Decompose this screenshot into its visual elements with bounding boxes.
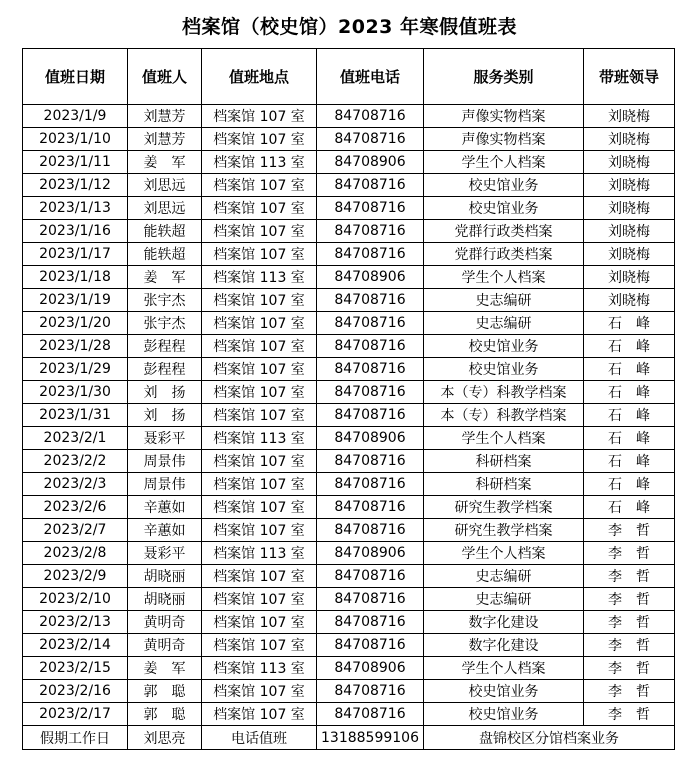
cell-leader: 石 峰 — [584, 404, 675, 427]
table-row — [23, 588, 675, 611]
cell-phone: 84708716 — [317, 105, 424, 128]
table-row — [23, 427, 675, 450]
cell-location: 档案馆 107 室 — [202, 128, 317, 151]
table-row — [23, 220, 675, 243]
cell-location: 档案馆 107 室 — [202, 335, 317, 358]
cell-phone: 84708716 — [317, 381, 424, 404]
cell-phone: 84708716 — [317, 703, 424, 726]
cell-person: 姜 军 — [128, 266, 202, 289]
cell-leader: 石 峰 — [584, 450, 675, 473]
cell-phone: 84708716 — [317, 243, 424, 266]
cell-leader: 刘晓梅 — [584, 151, 675, 174]
table-row — [23, 128, 675, 151]
cell-leader: 刘晓梅 — [584, 174, 675, 197]
cell-leader: 石 峰 — [584, 335, 675, 358]
cell-date: 2023/2/6 — [23, 496, 128, 519]
cell-leader: 李 哲 — [584, 565, 675, 588]
cell-date: 2023/2/7 — [23, 519, 128, 542]
cell-date: 2023/1/28 — [23, 335, 128, 358]
cell-leader: 刘晓梅 — [584, 266, 675, 289]
table-row — [23, 358, 675, 381]
table-row — [23, 542, 675, 565]
cell-date: 2023/1/29 — [23, 358, 128, 381]
cell-phone: 84708716 — [317, 611, 424, 634]
cell-phone: 84708716 — [317, 174, 424, 197]
cell-service: 校史馆业务 — [424, 680, 584, 703]
cell-service: 史志编研 — [424, 588, 584, 611]
cell-service: 校史馆业务 — [424, 358, 584, 381]
table-row — [23, 611, 675, 634]
cell-phone: 84708716 — [317, 680, 424, 703]
cell-service: 校史馆业务 — [424, 197, 584, 220]
cell-phone: 84708906 — [317, 266, 424, 289]
footer-row — [23, 726, 675, 750]
duty-table — [22, 48, 675, 750]
cell-service: 本（专）科教学档案 — [424, 381, 584, 404]
cell-leader: 石 峰 — [584, 312, 675, 335]
cell-phone: 84708906 — [317, 151, 424, 174]
table-row — [23, 243, 675, 266]
table-row — [23, 657, 675, 680]
cell-phone: 84708716 — [317, 289, 424, 312]
cell-leader: 石 峰 — [584, 358, 675, 381]
table-row — [23, 266, 675, 289]
cell-date: 2023/1/17 — [23, 243, 128, 266]
table-row — [23, 312, 675, 335]
table-row — [23, 335, 675, 358]
header-leader: 带班领导 — [584, 49, 675, 105]
cell-location: 档案馆 113 室 — [202, 657, 317, 680]
table-row — [23, 703, 675, 726]
cell-leader: 李 哲 — [584, 519, 675, 542]
cell-service: 史志编研 — [424, 565, 584, 588]
cell-location: 档案馆 107 室 — [202, 312, 317, 335]
cell-leader: 刘晓梅 — [584, 243, 675, 266]
cell-date: 2023/2/10 — [23, 588, 128, 611]
cell-service: 学生个人档案 — [424, 427, 584, 450]
cell-person: 刘思远 — [128, 174, 202, 197]
cell-leader: 李 哲 — [584, 542, 675, 565]
cell-date: 2023/2/14 — [23, 634, 128, 657]
cell-person: 聂彩平 — [128, 427, 202, 450]
cell-person: 黄明奇 — [128, 611, 202, 634]
table-row — [23, 473, 675, 496]
cell-phone: 84708716 — [317, 496, 424, 519]
cell-phone: 84708906 — [317, 427, 424, 450]
cell-leader: 刘晓梅 — [584, 197, 675, 220]
cell-person: 胡晓丽 — [128, 588, 202, 611]
cell-date: 2023/1/11 — [23, 151, 128, 174]
cell-date: 2023/2/1 — [23, 427, 128, 450]
cell-phone: 84708716 — [317, 588, 424, 611]
cell-leader: 刘晓梅 — [584, 289, 675, 312]
cell-person: 张宇杰 — [128, 289, 202, 312]
cell-leader: 石 峰 — [584, 496, 675, 519]
cell-phone: 84708716 — [317, 404, 424, 427]
cell-location: 档案馆 107 室 — [202, 220, 317, 243]
cell-person: 能轶超 — [128, 243, 202, 266]
cell-person: 彭程程 — [128, 335, 202, 358]
cell-service: 研究生教学档案 — [424, 496, 584, 519]
header-date: 值班日期 — [23, 49, 128, 105]
cell-location: 档案馆 107 室 — [202, 197, 317, 220]
cell-location: 档案馆 107 室 — [202, 105, 317, 128]
cell-date: 2023/2/15 — [23, 657, 128, 680]
cell-location: 档案馆 107 室 — [202, 381, 317, 404]
cell-date: 2023/1/13 — [23, 197, 128, 220]
table-row — [23, 496, 675, 519]
cell-service: 数字化建设 — [424, 634, 584, 657]
table-row — [23, 404, 675, 427]
footer-service: 盘锦校区分馆档案业务 — [424, 726, 675, 750]
cell-location: 档案馆 113 室 — [202, 151, 317, 174]
cell-location: 档案馆 107 室 — [202, 289, 317, 312]
cell-date: 2023/1/10 — [23, 128, 128, 151]
cell-leader: 李 哲 — [584, 680, 675, 703]
cell-location: 档案馆 107 室 — [202, 473, 317, 496]
table-row — [23, 289, 675, 312]
cell-person: 刘思远 — [128, 197, 202, 220]
cell-service: 学生个人档案 — [424, 266, 584, 289]
cell-person: 刘 扬 — [128, 404, 202, 427]
cell-date: 2023/1/20 — [23, 312, 128, 335]
cell-location: 档案馆 107 室 — [202, 565, 317, 588]
cell-location: 档案馆 107 室 — [202, 588, 317, 611]
cell-service: 科研档案 — [424, 473, 584, 496]
table-row — [23, 680, 675, 703]
cell-service: 本（专）科教学档案 — [424, 404, 584, 427]
cell-date: 2023/2/8 — [23, 542, 128, 565]
cell-date: 2023/1/9 — [23, 105, 128, 128]
cell-service: 史志编研 — [424, 289, 584, 312]
header-phone: 值班电话 — [317, 49, 424, 105]
cell-phone: 84708716 — [317, 565, 424, 588]
cell-location: 档案馆 107 室 — [202, 634, 317, 657]
cell-leader: 石 峰 — [584, 473, 675, 496]
cell-phone: 84708716 — [317, 473, 424, 496]
cell-leader: 李 哲 — [584, 588, 675, 611]
cell-date: 2023/1/16 — [23, 220, 128, 243]
cell-leader: 李 哲 — [584, 657, 675, 680]
header-person: 值班人 — [128, 49, 202, 105]
cell-phone: 84708716 — [317, 358, 424, 381]
cell-leader: 李 哲 — [584, 611, 675, 634]
footer-location: 电话值班 — [202, 726, 317, 750]
header-location: 值班地点 — [202, 49, 317, 105]
table-row — [23, 151, 675, 174]
cell-date: 2023/1/30 — [23, 381, 128, 404]
cell-person: 刘 扬 — [128, 381, 202, 404]
cell-date: 2023/1/18 — [23, 266, 128, 289]
page-title: 档案馆（校史馆）2023 年寒假值班表 — [182, 16, 517, 38]
cell-date: 2023/1/31 — [23, 404, 128, 427]
cell-location: 档案馆 107 室 — [202, 611, 317, 634]
cell-service: 史志编研 — [424, 312, 584, 335]
cell-leader: 石 峰 — [584, 427, 675, 450]
cell-location: 档案馆 107 室 — [202, 404, 317, 427]
cell-location: 档案馆 113 室 — [202, 542, 317, 565]
cell-location: 档案馆 107 室 — [202, 519, 317, 542]
cell-person: 聂彩平 — [128, 542, 202, 565]
cell-phone: 84708716 — [317, 519, 424, 542]
cell-phone: 84708716 — [317, 197, 424, 220]
cell-person: 能轶超 — [128, 220, 202, 243]
table-row — [23, 634, 675, 657]
cell-person: 姜 军 — [128, 657, 202, 680]
cell-person: 彭程程 — [128, 358, 202, 381]
cell-person: 郭 聪 — [128, 703, 202, 726]
cell-date: 2023/1/19 — [23, 289, 128, 312]
cell-person: 张宇杰 — [128, 312, 202, 335]
cell-phone: 84708716 — [317, 312, 424, 335]
cell-service: 声像实物档案 — [424, 128, 584, 151]
cell-location: 档案馆 107 室 — [202, 496, 317, 519]
cell-person: 刘慧芳 — [128, 105, 202, 128]
header-service: 服务类别 — [424, 49, 584, 105]
cell-leader: 刘晓梅 — [584, 105, 675, 128]
cell-phone: 84708906 — [317, 657, 424, 680]
cell-location: 档案馆 113 室 — [202, 266, 317, 289]
cell-phone: 84708716 — [317, 450, 424, 473]
cell-phone: 84708716 — [317, 220, 424, 243]
table-row — [23, 197, 675, 220]
cell-phone: 84708906 — [317, 542, 424, 565]
cell-service: 研究生教学档案 — [424, 519, 584, 542]
table-row — [23, 381, 675, 404]
cell-leader: 石 峰 — [584, 381, 675, 404]
cell-service: 学生个人档案 — [424, 657, 584, 680]
cell-person: 周景伟 — [128, 473, 202, 496]
cell-service: 校史馆业务 — [424, 335, 584, 358]
cell-date: 2023/1/12 — [23, 174, 128, 197]
cell-date: 2023/2/13 — [23, 611, 128, 634]
cell-leader: 李 哲 — [584, 703, 675, 726]
table-row — [23, 450, 675, 473]
cell-service: 数字化建设 — [424, 611, 584, 634]
cell-service: 校史馆业务 — [424, 174, 584, 197]
cell-person: 郭 聪 — [128, 680, 202, 703]
cell-person: 辛蕙如 — [128, 496, 202, 519]
cell-person: 辛蕙如 — [128, 519, 202, 542]
cell-service: 学生个人档案 — [424, 151, 584, 174]
cell-person: 胡晓丽 — [128, 565, 202, 588]
cell-location: 档案馆 113 室 — [202, 427, 317, 450]
cell-service: 科研档案 — [424, 450, 584, 473]
cell-phone: 84708716 — [317, 335, 424, 358]
cell-location: 档案馆 107 室 — [202, 358, 317, 381]
footer-phone: 13188599106 — [317, 726, 424, 750]
cell-phone: 84708716 — [317, 128, 424, 151]
cell-service: 党群行政类档案 — [424, 220, 584, 243]
table-body — [23, 105, 675, 726]
cell-service: 党群行政类档案 — [424, 243, 584, 266]
cell-person: 姜 军 — [128, 151, 202, 174]
cell-service: 校史馆业务 — [424, 703, 584, 726]
cell-leader: 刘晓梅 — [584, 220, 675, 243]
footer-person: 刘思亮 — [128, 726, 202, 750]
table-row — [23, 105, 675, 128]
cell-phone: 84708716 — [317, 634, 424, 657]
cell-date: 2023/2/3 — [23, 473, 128, 496]
cell-person: 周景伟 — [128, 450, 202, 473]
cell-leader: 刘晓梅 — [584, 128, 675, 151]
cell-date: 2023/2/16 — [23, 680, 128, 703]
cell-person: 黄明奇 — [128, 634, 202, 657]
cell-date: 2023/2/9 — [23, 565, 128, 588]
cell-person: 刘慧芳 — [128, 128, 202, 151]
cell-date: 2023/2/2 — [23, 450, 128, 473]
table-row — [23, 174, 675, 197]
cell-service: 学生个人档案 — [424, 542, 584, 565]
cell-location: 档案馆 107 室 — [202, 450, 317, 473]
cell-service: 声像实物档案 — [424, 105, 584, 128]
cell-location: 档案馆 107 室 — [202, 174, 317, 197]
table-row — [23, 519, 675, 542]
cell-leader: 李 哲 — [584, 634, 675, 657]
cell-date: 2023/2/17 — [23, 703, 128, 726]
cell-location: 档案馆 107 室 — [202, 243, 317, 266]
footer-date: 假期工作日 — [23, 726, 128, 750]
cell-location: 档案馆 107 室 — [202, 703, 317, 726]
cell-location: 档案馆 107 室 — [202, 680, 317, 703]
table-row — [23, 565, 675, 588]
header-row — [23, 49, 675, 105]
